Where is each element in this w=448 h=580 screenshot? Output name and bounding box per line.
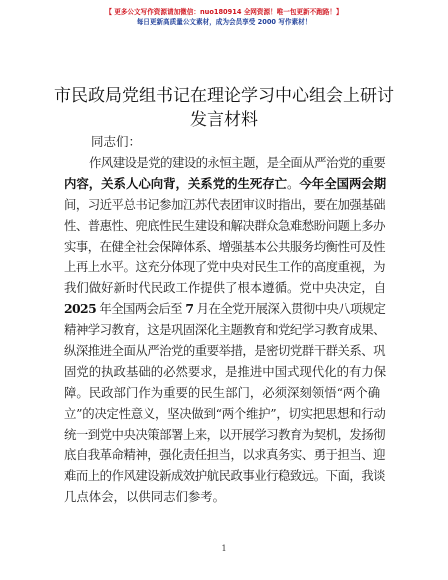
bold-text: 内容 — [64, 175, 89, 191]
body-line: 固党的执政基础的必然要求，是推进中国式现代化的有力保 — [64, 363, 386, 379]
document-title — [0, 84, 448, 132]
bold-text: 2025 — [64, 301, 97, 317]
page-number: 1 — [221, 544, 227, 553]
body-line: 底自我革命精神，强化责任担当，以求真务实、勇于担当、迎 — [64, 447, 386, 463]
bold-text: 关系人心向背 — [101, 175, 176, 191]
body-line: 上再上水平。这充分体现了党中央对民生工作的高度重视，为 — [64, 259, 386, 275]
body-line: 我们做好新时代民政工作提供了根本遵循。党中央决定，自 — [64, 280, 386, 296]
body-line: 障。民政部门作为重要的民生部门，必须深刻领悟“两个确 — [64, 384, 381, 400]
body-line: 几点体会，以供同志们参考。 — [64, 489, 226, 505]
body-line — [64, 299, 386, 320]
body-line: 精神学习教育，这是巩固深化主题教育和党纪学习教育成果、 — [64, 322, 386, 338]
banner-line-2: 每日更新高质量公文素材，成为会员享受 2000 写作素材！ — [136, 18, 312, 26]
body-line: 实事，在健全社会保障体系、增强基本公共服务均衡性可及性 — [64, 238, 386, 254]
bold-text: 关系党的生死存亡 — [187, 175, 288, 191]
body-line: 纵深推进全面从严治党的重要举措，是密切党群干群关系、巩 — [64, 343, 386, 359]
body-line: 作风建设是党的建设的永恒主题，是全面从严治党的重要 — [89, 155, 386, 170]
body-line: 性、普惠性、兜底性民生建设和解决群众急难愁盼问题上多办 — [64, 217, 386, 233]
title-line-1: 市民政局党组书记在理论学习中心组会上研讨 — [54, 86, 394, 106]
body-paragraph — [64, 153, 386, 508]
bold-text: 7 — [185, 301, 194, 317]
bold-text: 今年全国两会期 — [299, 175, 386, 191]
body-text: 。 — [287, 175, 300, 191]
body-text: 年全国两会后至 — [96, 301, 186, 317]
bold-text: ， — [175, 175, 188, 191]
salutation: 同志们： — [91, 134, 142, 149]
body-line: 难而上的作风建设新成效护航民政事业行稳致远。下面，我谈 — [64, 468, 386, 484]
body-line — [64, 174, 386, 195]
body-line: 立”的决定性意义，坚决做到“两个维护”，切实把思想和行动 — [64, 405, 386, 421]
title-line-2: 发言材料 — [190, 110, 258, 130]
body-line: 间，习近平总书记参加江苏代表团审议时指出，要在加强基础 — [64, 196, 386, 212]
body-text: 月在全党开展深入贯彻中央八项规定 — [193, 301, 386, 317]
body-line: 统一到党中央决策部署上来，以开展学习教育为契机，发扬彻 — [64, 426, 386, 442]
promo-banner — [0, 7, 448, 27]
bold-text: ， — [88, 175, 102, 191]
banner-line-1: 【 更多公文写作资源请加微信：nuo180914 全网资源！唯一包更新不跑路！】 — [105, 8, 343, 16]
